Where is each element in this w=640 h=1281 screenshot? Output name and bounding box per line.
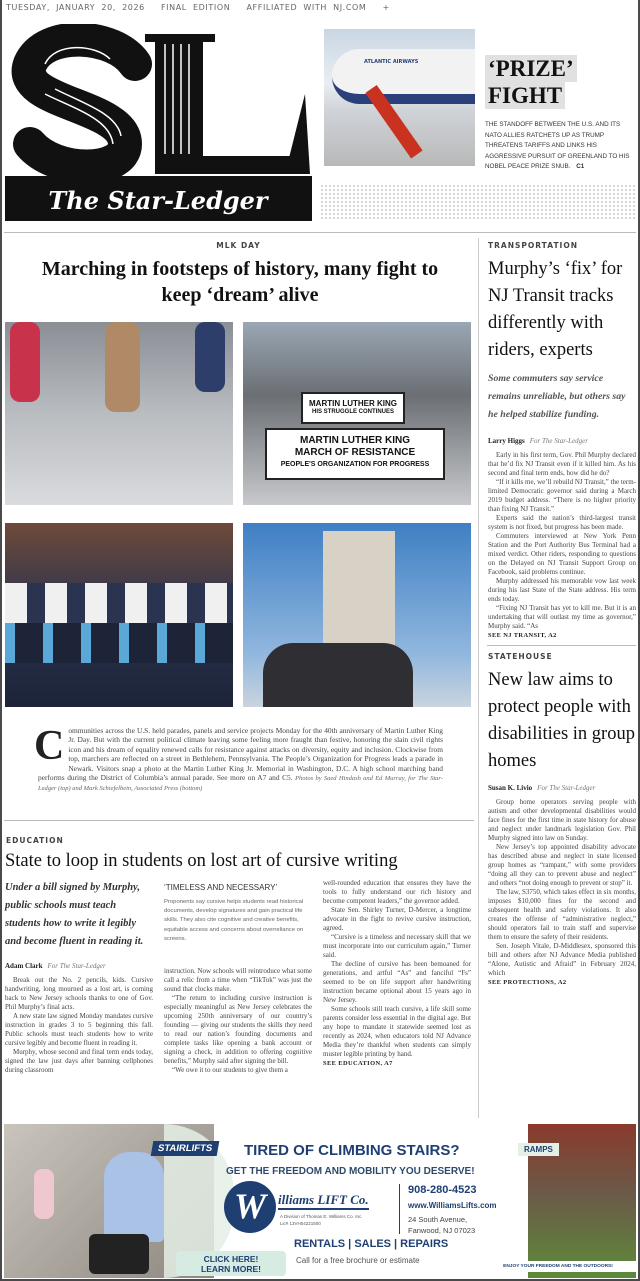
- paragraph: State Sen. Shirley Turner, D-Mercer, a longtime advocate in the fight to revive cursive instruction, agreed.: [323, 906, 471, 932]
- photo-newark-parade[interactable]: [243, 322, 471, 505]
- author-org: For The Star-Ledger: [47, 962, 106, 970]
- paragraph: The decline of cursive has been bemoaned for generations, and artful “As” and fanciful “Fs” seemed to be on life support after handwriting instruction became optional about 15 years ago in New Jersey.: [323, 960, 471, 1004]
- teaser-headline-line1: ‘PRIZE’: [485, 55, 577, 82]
- ad-subhead: GET THE FREEDOM AND MOBILITY YOU DESERVE!: [226, 1166, 475, 1177]
- sign-text: MARCH OF RESISTANCE: [294, 447, 416, 458]
- teaser-headline-line2: FIGHT: [485, 82, 565, 109]
- education-byline: [5, 961, 153, 971]
- divider: [4, 232, 636, 233]
- masthead-name: The Star-Ledger: [48, 186, 268, 215]
- date: TUESDAY, JANUARY 20, 2026: [6, 3, 145, 12]
- education-kicker: EDUCATION: [6, 836, 64, 845]
- author: Susan K. Livio: [488, 784, 533, 792]
- paragraph: Early in his first term, Gov. Phil Murphy declared that he’d fix NJ Transit even if it killed him. As his second and final term ends, how did he do?: [488, 451, 636, 477]
- divider: [4, 820, 474, 821]
- ad-cta-text: Call for a free brochure or estimate: [296, 1256, 420, 1265]
- ad-website[interactable]: www.WilliamsLifts.com: [408, 1201, 497, 1210]
- author-org: For The Star-Ledger: [529, 437, 588, 445]
- photo-credit: Photos by Saed Hindash and Ed Murray, for The Star-Ledger (top) and Mark Schiefelbein, Associated Press (bottom): [38, 775, 443, 793]
- photo-marching-band[interactable]: [5, 523, 233, 707]
- affiliation-link[interactable]: AFFILIATED WITH NJ.COM: [246, 3, 367, 12]
- drop-cap: C: [34, 723, 65, 769]
- education-col3: [323, 879, 471, 1075]
- ad-headline: TIRED OF CLIMBING STAIRS?: [244, 1142, 460, 1159]
- paragraph: Some schools still teach cursive, a life skill some parents consider less essential in the digital age. But any hope to mandate it statewide seemed lost as recently as 2024, when educators told NJ Advance Media they’re thankful when students can simply muster legible printing by hand.: [323, 1005, 471, 1058]
- right-column: [488, 241, 636, 986]
- caption-text: ommunities across the U.S. held parades, panels and service projects Monday for the 40th anniversary of Martin Luther King Jr. Day. But with the current political climate leaving some feeling more fraught than festive, honoring the slain civil rights icon and his dream of equality renewed calls for resistance against attacks on diversity, equity and inclusion. Clockwise from top, marchers are reflected on a street in Bethlehem, Pennsylvania. The People’s Organization for Progress leads a parade in Newark. Visitors snap a photo at the Martin Luther King Jr. Memorial in Washington, D.C. A high school marching band performs during the District of Columbia’s annual parade. See more on A7 and C5.: [38, 726, 443, 783]
- paragraph: Sen. Joseph Vitale, D-Middlesex, sponsored this bill and others after NJ Advance Media published “Alone, Autistic and Afraid” in February 2024, which: [488, 942, 636, 977]
- education-col1: [5, 879, 153, 1075]
- education-headline[interactable]: State to loop in students on lost art of cursive writing: [5, 851, 398, 871]
- ad-phone[interactable]: 908-280-4523: [408, 1184, 477, 1196]
- paragraph: “The return to including cursive instruction is especially meaningful as New Jersey celebrates the upcoming 250th anniversary of our country’s founding — giving our students the skills they need to read our nation’s founding documents and complete tasks like opening a bank account or signing a check, in addition to offering cognitive benefits,” Murphy said after signing the bill.: [164, 994, 312, 1065]
- sign-text: PEOPLE'S ORGANIZATION FOR PROGRESS: [280, 461, 430, 468]
- column-divider: [478, 238, 479, 1118]
- sign-text: MARTIN LUTHER KING: [309, 399, 397, 408]
- paragraph: “Cursive is a timeless and necessary skill that we must incorporate into our curriculum again,” Turner said.: [323, 933, 471, 959]
- teaser-summary: [485, 120, 637, 173]
- button-text: LEARN MORE!: [201, 1264, 261, 1274]
- education-col2: [164, 879, 312, 1075]
- author: Larry Higgs: [488, 437, 525, 445]
- button-text: CLICK HERE!: [203, 1254, 259, 1264]
- paragraph: Experts said the nation’s third-largest transit system is not fixed, but progress has been made.: [488, 514, 636, 531]
- teaser-page-ref[interactable]: C1: [576, 163, 585, 170]
- ad-license: Lic# 13VH04221500: [280, 1221, 321, 1226]
- transit-body: [488, 451, 636, 639]
- ad-tag-stairlifts: STAIRLIFTS: [151, 1141, 220, 1156]
- statehouse-body: [488, 798, 636, 986]
- ad-company: illiams LIFT Co.: [278, 1192, 369, 1210]
- teaser-photo-plane[interactable]: [324, 29, 475, 166]
- mlk-kicker: MLK DAY: [216, 241, 261, 250]
- paragraph: Commuters interviewed at New York Penn Station and the Port Authority Bus Terminal had a mixed verdict. Other riders, responding to questions on the Delayed on NJ Transit Support Group on Facebook, said problems continue.: [488, 532, 636, 576]
- plus-icon: +: [382, 3, 390, 12]
- ad-tag-ramps: RAMPS: [518, 1143, 559, 1156]
- paragraph: Murphy, whose second and final term ends today, signed the law just days after banning cellphones during classroom: [5, 1048, 153, 1074]
- ad-address2: Fanwood, NJ 07023: [408, 1226, 476, 1235]
- monogram: [29, 34, 310, 174]
- paragraph: instruction. Now schools will reintroduce what some call a relic from a time when “TikTok” was just the sound that clocks make.: [164, 967, 312, 993]
- sign-text: HIS STRUGGLE CONTINUES: [311, 409, 394, 415]
- paragraph: The law, S3750, which takes effect in six months, imposes $10,000 fines for the second and subsequent health and safety violations. It also creates the offense of “administrative neglect,” should operators fail to train staff and supervise them to ensure the safety of their residents.: [488, 888, 636, 941]
- transit-deck: Some commuters say service remains unreliable, but others say he helped stabilize funding.: [488, 373, 626, 420]
- airplane: [332, 49, 475, 104]
- education-deck: Under a bill signed by Murphy, public schools must teach students how to write it legibly and become fluent in reading it.: [5, 882, 144, 947]
- paragraph: “We owe it to our students to give them a: [172, 1066, 288, 1074]
- education-section: [5, 836, 473, 1075]
- paragraph: Group home operators serving people with autism and other developmental disabilities would face fines for the first time in state history for abuse and neglect under landmark legislation Gov. Phil Murphy signed into law on Sunday.: [488, 798, 636, 842]
- photo-marchers-reflection[interactable]: [5, 322, 233, 505]
- ad-divider: [399, 1184, 400, 1234]
- jump-link[interactable]: SEE NJ TRANSIT, A2: [488, 632, 557, 639]
- sign-struggle-continues: [301, 392, 405, 424]
- transit-headline[interactable]: Murphy’s ‘fix’ for NJ Transit tracks differently with riders, experts: [488, 259, 623, 360]
- sidebar-text: Proponents say cursive helps students read historical documents, develop signatures and gain practical life skills. They also cite cognitive and creative benefits, equitable access and concerns about overreliance on screens.: [164, 899, 304, 942]
- statehouse-byline: [488, 783, 636, 793]
- paragraph: “If it kills me, we’ll rebuild NJ Transit,” the term-limited Democratic governor said during a March 2019 budget address. “There is no higher priority than fixing NJ Transit.”: [488, 478, 636, 513]
- sidebar-title: ‘TIMELESS AND NECESSARY’: [164, 883, 278, 892]
- photo-mlk-memorial[interactable]: [243, 523, 471, 707]
- plane-label: ATLANTIC AIRWAYS: [364, 59, 419, 65]
- paragraph: well-rounded education that ensures they have the tools to fully understand our rich history and become competent leaders,” the governor added.: [323, 879, 471, 905]
- mlk-caption: [34, 723, 443, 794]
- paragraph: New Jersey’s top appointed disability advocate has described abuse and neglect in state licensed group homes as “rampant,” with some providers “doing all they can to prevent abuse and neglect” and others “not doing enough to prevent or stop” it.: [488, 843, 636, 887]
- mlk-headline[interactable]: Marching in footsteps of history, many fight to keep ‘dream’ alive: [41, 258, 439, 306]
- divider: [487, 645, 636, 646]
- statehouse-kicker: STATEHOUSE: [488, 652, 553, 661]
- author: Adam Clark: [5, 962, 43, 970]
- jump-link[interactable]: SEE PROTECTIONS, A2: [488, 979, 567, 986]
- author-org: For The Star-Ledger: [537, 784, 596, 792]
- teaser-headline[interactable]: [485, 55, 577, 109]
- teaser-text: THE STANDOFF BETWEEN THE U.S. AND ITS NATO ALLIES RATCHETS UP AS TRUMP THREATENS TARIFFS AND LINKS HIS AGGRESSIVE PURSUIT OF GREENLAND TO HIS NOBEL PEACE PRIZE SNUB.: [485, 121, 630, 170]
- paragraph: Break out the No. 2 pencils, kids. Cursive handwriting, long mourned as a lost art, is coming back to New Jersey schools thanks to one of Gov. Phil Murphy’s final acts.: [5, 976, 153, 1011]
- ad-services: RENTALS | SALES | REPAIRS: [294, 1238, 449, 1250]
- paragraph: Murphy addressed his memorable vow last week during his last State of the State address. His term ends today.: [488, 577, 636, 603]
- edition: FINAL EDITION: [160, 3, 231, 12]
- paragraph: “Fixing NJ Transit has yet to kill me. But it is an undertaking that will outlast my time as governor,” Murphy said. “As: [488, 604, 636, 630]
- ad-logo-w: W: [224, 1181, 276, 1233]
- ad-footer: ENJOY YOUR FREEDOM AND THE OUTDOORS!: [480, 1261, 636, 1272]
- masthead-logo[interactable]: [5, 24, 312, 221]
- ad-learn-more-button[interactable]: [176, 1251, 286, 1276]
- ad-division: A Division of Thomas E. Williams Co. Inc.: [280, 1214, 363, 1219]
- sign-text: MARTIN LUTHER KING: [300, 435, 410, 446]
- paragraph: A new state law signed Monday mandates cursive instruction in grades 3 to 5 beginning this fall. Public schools must teach students how to write cursive legibly and become fluent in reading it.: [5, 1012, 153, 1047]
- sign-march-of-resistance: [265, 428, 445, 480]
- transit-kicker: TRANSPORTATION: [488, 241, 578, 250]
- jump-link[interactable]: SEE EDUCATION, A7: [323, 1060, 393, 1067]
- ad-address1: 24 South Avenue,: [408, 1215, 468, 1224]
- transit-byline: [488, 436, 636, 446]
- education-sidebar: [164, 879, 312, 967]
- statehouse-headline[interactable]: New law aims to protect people with disabilities in group homes: [488, 670, 635, 771]
- advertisement-williams-lift[interactable]: [4, 1124, 636, 1278]
- dot-pattern: [320, 184, 636, 220]
- top-bar: [6, 3, 400, 12]
